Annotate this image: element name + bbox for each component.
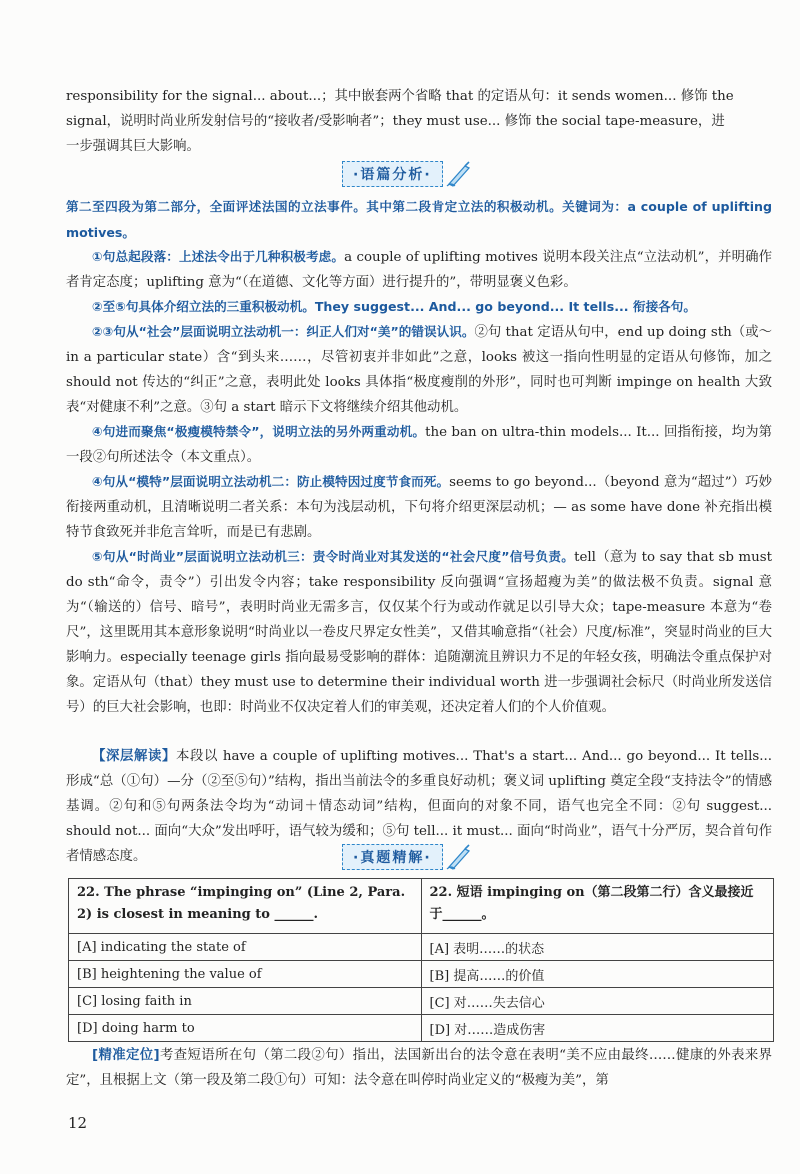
point-6-heading: ⑤句从“时尚业”层面说明立法动机三：责令时尚业对其发送的“社会尺度”信号负责。 [92,549,575,564]
table-row [69,988,774,1015]
analysis-point-5 [66,469,772,545]
locate-label: [精准定位] [92,1048,160,1063]
point-1-body: a couple of uplifting motives 说明本段关注点“立法动机”，并明确作者肯定态度；uplifting 意为“（在道德、文化等方面）进行提升的”，带明显褒义色彩。 [66,250,772,290]
pen-icon [445,160,473,188]
question-stem-en: 22. The phrase “impinging on” (Line 2, Para. 2) is closest in meaning to ______. [69,879,422,934]
option-c-zh: [C] 对……失去信心 [421,988,774,1015]
option-b-en: [B] heightening the value of [69,961,422,988]
intro-line-3: 一步强调其巨大影响。 [66,139,200,154]
section-title-analysis: ·语篇分析· [342,161,443,187]
option-d-zh: [D] 对……造成伤害 [421,1015,774,1042]
table-row [69,961,774,988]
locate-paragraph [66,1043,772,1093]
analysis-summary-text: 第二至四段为第二部分，全面评述法国的立法事件。其中第二段肯定立法的积极动机。关键词为：a couple of uplifting motives。 [66,199,772,240]
intro-line-1: responsibility for the signal... about...；其中嵌套两个省略 that 的定语从句：it sends women... 修饰 the [66,89,734,104]
table-row [69,934,774,961]
option-c-en: [C] losing faith in [69,988,422,1015]
option-a-zh: [A] 表明……的状态 [421,934,774,961]
option-a-en: [A] indicating the state of [69,934,422,961]
point-6-body: tell（意为 to say that sb must do sth“命令，责令”）引出发令内容；take responsibility 反向强调“宣扬超瘦为美”的做法极不负责。signal 意为“（输送的）信号、暗号”，表明时尚业无需多言，仅仅某个行为或动作就足以引导大众；tape-measure 本意为“卷尺”，这里既用其本意形象说明“时尚业以一卷皮尺界定女性美”，又借其喻意指“（社会）尺度/标准”，突显时尚业的巨大影响力。especially teenage girls 指向最易受影响的群体：追随潮流且辨识力不足的年轻女孩，明确法令重点保护对象。定语从句（that）they must use to determine their individual worth 进一步强调社会标尺（时尚业所发送信号）的巨大社会影响，也即：时尚业不仅决定着人们的审美观，还决定着人们的个人价值观。 [66,550,772,715]
section-title-questions: ·真题精解· [342,844,443,870]
question-stem-zh: 22. 短语 impinging on（第二段第二行）含义最接近于______。 [421,879,774,934]
deep-reading-body: 本段以 have a couple of uplifting motives... That's a start... And... go beyond... It tells... 形成“总（①句）—分（②至⑤句）”结构，指出当前法令的多重良好动机；褒义词 uplifting 奠定全段“支持法令”的情感基调。②句和⑤句两条法令均为“动词＋情态动词”结构，但面向的对象不同，语气也完全不同：②句 suggest... should not... 面向“大众”发出呼吁，语气较为缓和；⑤句 tell... it must... 面向“时尚业”，语气十分严厉，契合首句作者情感态度。 [66,749,773,864]
analysis-point-3 [66,319,772,420]
table-row [69,879,774,934]
question-table [68,878,774,1042]
point-3-heading: ②③句从“社会”层面说明立法动机一：纠正人们对“美”的错误认识。 [92,324,475,339]
analysis-summary [66,194,772,246]
section-banner-questions [342,845,473,869]
locate-body: 考查短语所在句（第二段②句）指出，法国新出台的法令意在表明“美不应由最终……健康的外表来界定”，且根据上文（第一段及第二段①句）可知：法令意在叫停时尚业定义的“极瘦为美”，第 [66,1048,772,1088]
point-1-heading: ①句总起段落：上述法令出于几种积极考虑。 [92,249,345,264]
point-4-heading: ④句进而聚焦“极瘦模特禁令”，说明立法的另外两重动机。 [92,424,426,439]
deep-reading-label: 【深层解读】 [92,749,176,764]
analysis-point-2 [66,294,772,320]
analysis-point-4 [66,419,772,470]
pen-icon [445,843,473,871]
option-b-zh: [B] 提高……的价值 [421,961,774,988]
point-5-heading: ④句从“模特”层面说明立法动机二：防止模特因过度节食而死。 [92,474,450,489]
page-number: 12 [68,1114,88,1132]
section-banner-analysis [342,162,473,186]
analysis-point-1 [66,244,772,295]
analysis-point-6 [66,544,772,720]
point-5-body: seems to go beyond...（beyond 意为“超过”）巧妙衔接两重动机，且清晰说明二者关系：本句为浅层动机，下句将介绍更深层动机；— as some have done 补充指出模特节食致死并非危言耸听，而是已有悲剧。 [66,475,772,540]
intro-paragraph [66,84,772,159]
point-3-body: ②句 that 定语从句中，end up doing sth（或～ in a particular state）含“到头来……，尽管初衷并非如此”之意，looks 被这一指向性明显的定语从句修饰，加之 should not 传达的“纠正”之意，表明此处 looks 具体指“极度瘦削的外形”，同时也可判断 impinge on health 大致表“对健康不利”之意。③句 a start 暗示下文将继续介绍其他动机。 [66,325,772,415]
point-4-body: the ban on ultra-thin models... It... 回指衔接，均为第一段②句所述法令（本文重点）。 [66,425,773,465]
option-d-en: [D] doing harm to [69,1015,422,1042]
point-2-heading: ②至⑤句具体介绍立法的三重积极动机。They suggest... And... go beyond... It tells... 衔接各句。 [92,299,696,314]
intro-line-2: signal，说明时尚业所发射信号的“接收者/受影响者”；they must use... 修饰 the social tape-measure，进 [66,114,725,129]
table-row [69,1015,774,1042]
